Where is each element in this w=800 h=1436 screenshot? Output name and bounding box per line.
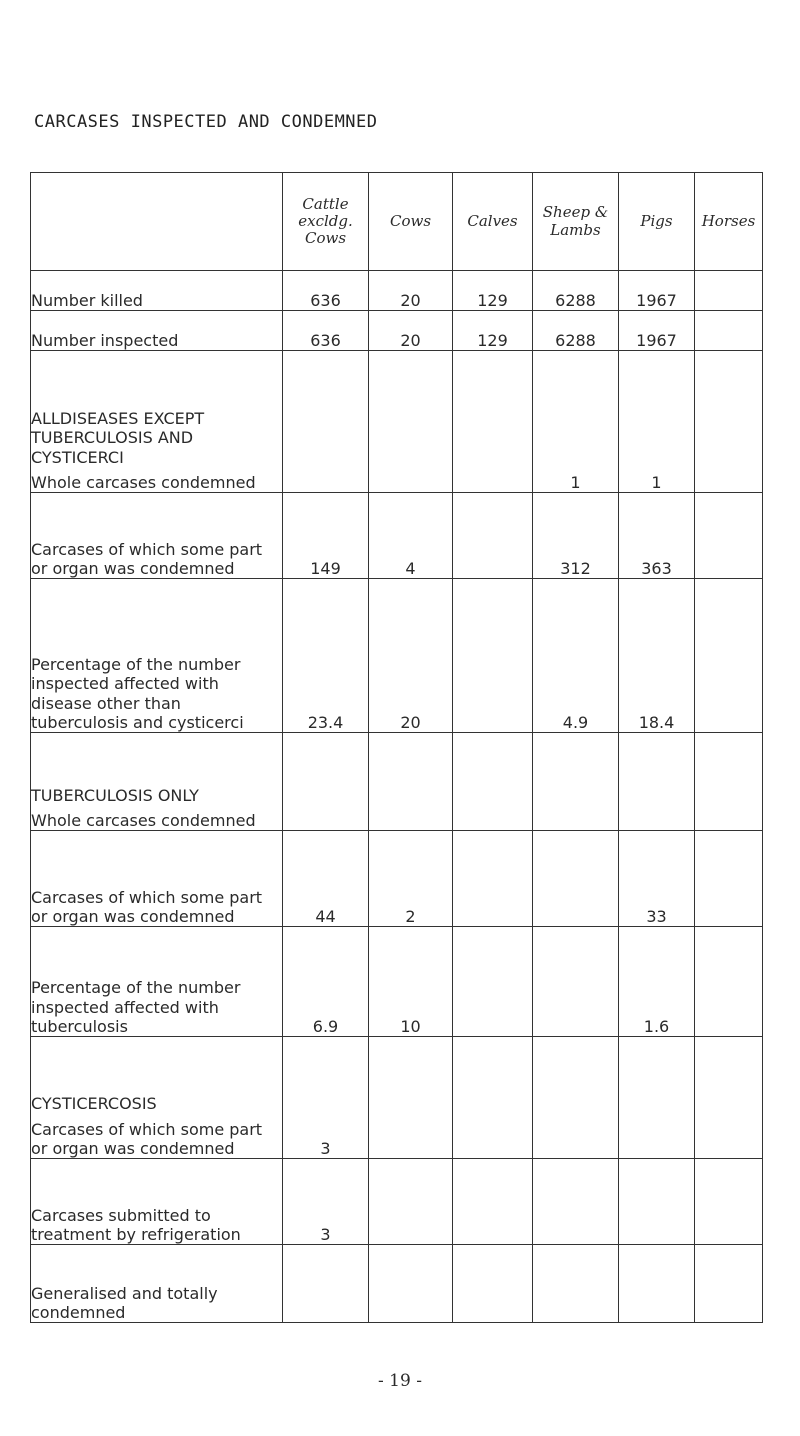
section-cysticercosis [31, 1037, 283, 1159]
cell [533, 831, 619, 927]
row-label: Generalised and totally condemned [31, 1245, 283, 1323]
section-heading: TUBERCULOSIS ONLY [31, 785, 199, 805]
cell: 149 [283, 493, 369, 579]
row-label: Percentage of the number inspected affected with tuberculosis [31, 927, 283, 1037]
table-row [31, 733, 763, 831]
cell [453, 1159, 533, 1245]
table-row [31, 271, 763, 311]
section-heading: ALLDISEASES EXCEPT TUBERCULOSIS AND CYSTICERCI [31, 409, 205, 467]
cell: 1 [533, 351, 619, 493]
cell [695, 1159, 763, 1245]
row-label: Whole carcases condemned [31, 472, 256, 492]
cell [533, 1159, 619, 1245]
cell: 6.9 [283, 927, 369, 1037]
cell: 129 [453, 271, 533, 311]
section-all-diseases [31, 351, 283, 493]
col-header: Cattle excldg. Cows [283, 173, 369, 271]
cell [369, 351, 453, 493]
cell [619, 1037, 695, 1159]
cell [695, 351, 763, 493]
cell [369, 1159, 453, 1245]
row-label: Percentage of the number inspected affected with disease other than tuberculosis and cysticerci [31, 579, 283, 733]
cell [369, 733, 453, 831]
cell: 6288 [533, 271, 619, 311]
cell: 363 [619, 493, 695, 579]
cell [695, 1037, 763, 1159]
cell [453, 1245, 533, 1323]
section-tuberculosis [31, 733, 283, 831]
section-heading: CYSTICERCOSIS [31, 1094, 157, 1114]
col-header: Calves [453, 173, 533, 271]
cell: 636 [283, 311, 369, 351]
col-header: Pigs [619, 173, 695, 271]
row-label: Carcases of which some part or organ was condemned [31, 831, 283, 927]
table-row [31, 1159, 763, 1245]
cell: 23.4 [283, 579, 369, 733]
carcases-table [30, 172, 763, 1323]
cell: 636 [283, 271, 369, 311]
cell: 20 [369, 579, 453, 733]
cell [695, 579, 763, 733]
row-label: Number inspected [31, 311, 283, 351]
cell: 44 [283, 831, 369, 927]
col-header: Horses [695, 173, 763, 271]
cell [533, 733, 619, 831]
table-row [31, 311, 763, 351]
cell [533, 927, 619, 1037]
cell [695, 733, 763, 831]
table-row [31, 1037, 763, 1159]
row-label: Carcases submitted to treatment by refrigeration [31, 1159, 283, 1245]
cell: 2 [369, 831, 453, 927]
cell: 1967 [619, 271, 695, 311]
cell [533, 1245, 619, 1323]
cell [453, 831, 533, 927]
cell: 312 [533, 493, 619, 579]
cell [695, 831, 763, 927]
row-label: Number killed [31, 271, 283, 311]
cell: 6288 [533, 311, 619, 351]
cell [369, 1245, 453, 1323]
cell [283, 733, 369, 831]
table-row [31, 1245, 763, 1323]
table-row [31, 493, 763, 579]
cell [453, 733, 533, 831]
cell [533, 1037, 619, 1159]
cell [369, 1037, 453, 1159]
cell: 20 [369, 271, 453, 311]
cell: 20 [369, 311, 453, 351]
page-title: CARCASES INSPECTED AND CONDEMNED [34, 112, 378, 132]
table-row [31, 351, 763, 493]
cell: 129 [453, 311, 533, 351]
cell: 1 [619, 351, 695, 493]
col-header: Cows [369, 173, 453, 271]
cell [695, 271, 763, 311]
cell: 4 [369, 493, 453, 579]
cell: 1967 [619, 311, 695, 351]
cell [453, 1037, 533, 1159]
cell: 10 [369, 927, 453, 1037]
cell [619, 733, 695, 831]
cell [453, 927, 533, 1037]
row-label: Whole carcases condemned [31, 810, 256, 830]
row-label: Carcases of which some part or organ was condemned [31, 1119, 263, 1158]
cell [695, 1245, 763, 1323]
cell [453, 351, 533, 493]
cell [453, 493, 533, 579]
cell [619, 1159, 695, 1245]
row-label: Carcases of which some part or organ was condemned [31, 493, 283, 579]
cell [695, 493, 763, 579]
col-header: Sheep & Lambs [533, 173, 619, 271]
header-row [31, 173, 763, 271]
cell [283, 351, 369, 493]
cell [283, 1245, 369, 1323]
table-row [31, 579, 763, 733]
cell: 33 [619, 831, 695, 927]
table-row [31, 927, 763, 1037]
cell: 3 [283, 1037, 369, 1159]
header-blank [31, 173, 283, 271]
cell [619, 1245, 695, 1323]
cell: 3 [283, 1159, 369, 1245]
cell [695, 311, 763, 351]
cell: 18.4 [619, 579, 695, 733]
table-row [31, 831, 763, 927]
cell: 4.9 [533, 579, 619, 733]
cell: 1.6 [619, 927, 695, 1037]
cell [695, 927, 763, 1037]
cell [453, 579, 533, 733]
page-number: - 19 - [378, 1371, 422, 1391]
